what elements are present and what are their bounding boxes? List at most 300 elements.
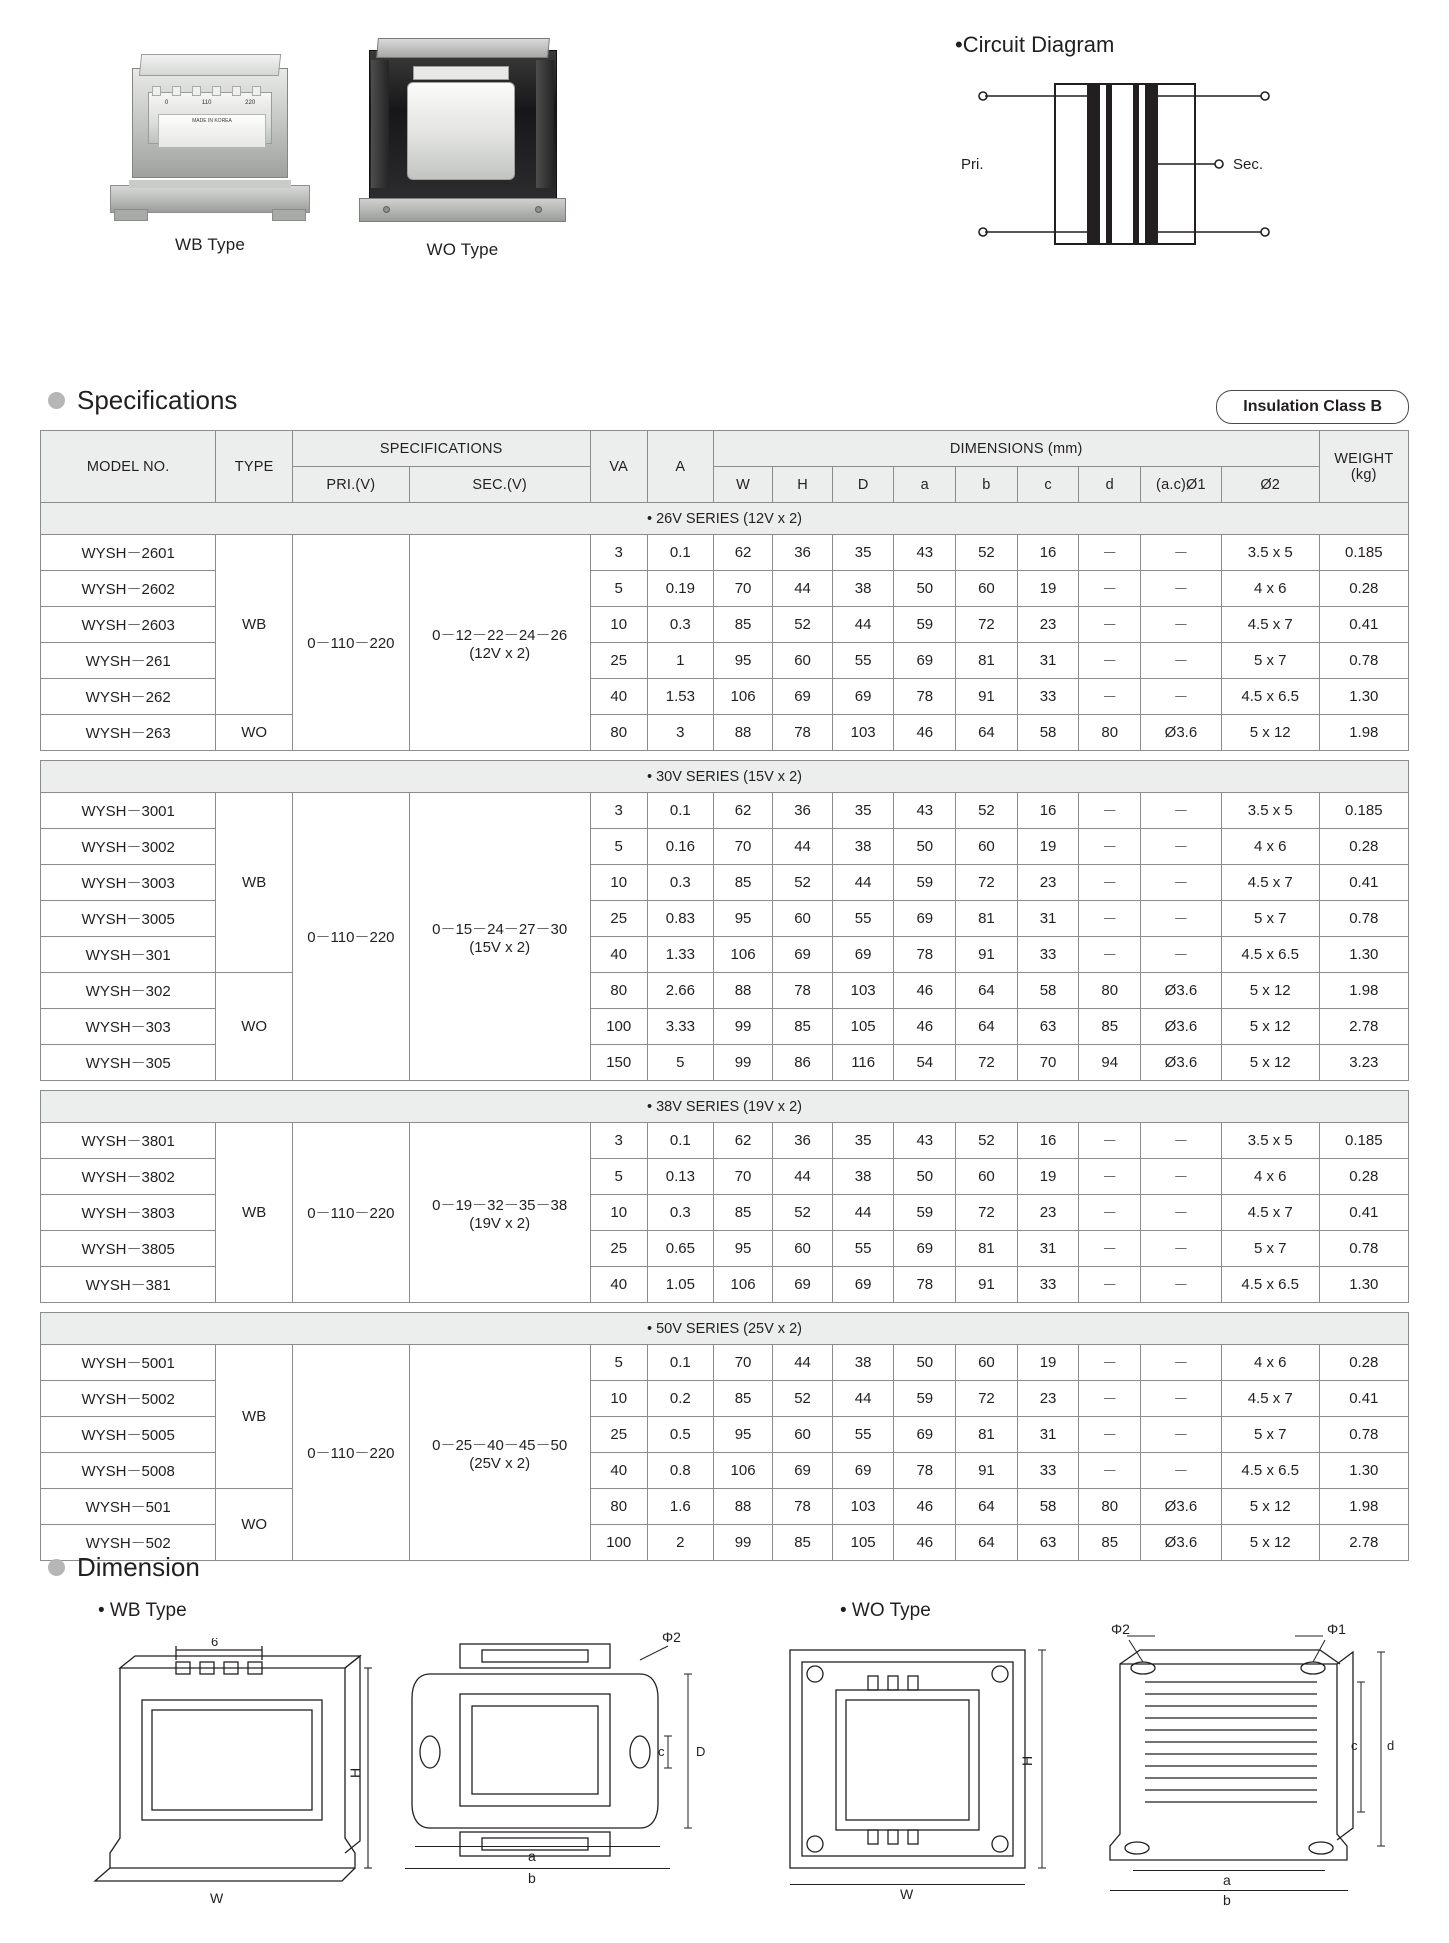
cell-d: 103: [832, 1489, 894, 1525]
cell-o2: 4 x 6: [1221, 829, 1319, 865]
cell-va: 10: [590, 1381, 647, 1417]
cell-h: 86: [773, 1045, 833, 1081]
cell-h: 44: [773, 571, 833, 607]
cell-va: 100: [590, 1009, 647, 1045]
cell-ac-o1: －: [1141, 607, 1222, 643]
cell-c-dim: 19: [1017, 571, 1079, 607]
cell-h: 60: [773, 1417, 833, 1453]
cell-w: 70: [713, 1345, 773, 1381]
cell-d-dim: －: [1079, 1195, 1141, 1231]
cell-type-wb: WB: [216, 1123, 293, 1303]
cell-sec: [409, 535, 590, 751]
cell-ac-o1: Ø3.6: [1141, 715, 1222, 751]
cell-o2: 3.5 x 5: [1221, 793, 1319, 829]
cell-ac-o1: －: [1141, 679, 1222, 715]
cell-w: 62: [713, 1123, 773, 1159]
cell-model-no: WYSH－261: [41, 643, 216, 679]
cell-d-dim: －: [1079, 937, 1141, 973]
table-row: [41, 1489, 1409, 1525]
dimension-heading: [48, 1552, 200, 1583]
cell-c-dim: 23: [1017, 1195, 1079, 1231]
cell-weight: 0.78: [1319, 643, 1408, 679]
dimension-heading-label: Dimension: [77, 1552, 200, 1582]
cell-o2: 3.5 x 5: [1221, 1123, 1319, 1159]
cell-a-dim: 59: [894, 607, 956, 643]
cell-w: 88: [713, 973, 773, 1009]
cell-a: 0.13: [647, 1159, 713, 1195]
th-c-col: c: [1017, 467, 1079, 503]
wb-tap-110: 110: [201, 100, 212, 106]
cell-o2: 4.5 x 7: [1221, 865, 1319, 901]
cell-d: 55: [832, 1417, 894, 1453]
th-type: TYPE: [216, 431, 293, 503]
cell-ac-o1: －: [1141, 1123, 1222, 1159]
cell-weight: 1.30: [1319, 679, 1408, 715]
cell-o2: 5 x 12: [1221, 1525, 1319, 1561]
cell-ac-o1: －: [1141, 1195, 1222, 1231]
specifications-table: [40, 430, 1409, 1561]
cell-a: 0.2: [647, 1381, 713, 1417]
cell-b-dim: 64: [956, 1525, 1018, 1561]
th-va: VA: [590, 431, 647, 503]
wo-dim-H-label: H: [1019, 1755, 1035, 1766]
table-head: [41, 431, 1409, 503]
photo-wo-type: [340, 30, 585, 260]
cell-model-no: WYSH－5002: [41, 1381, 216, 1417]
cell-c-dim: 63: [1017, 1009, 1079, 1045]
wo-dim-W-line: [790, 1884, 1025, 1885]
cell-d: 116: [832, 1045, 894, 1081]
cell-d-dim: 80: [1079, 1489, 1141, 1525]
cell-ac-o1: －: [1141, 1345, 1222, 1381]
cell-weight: 0.28: [1319, 1159, 1408, 1195]
cell-d: 35: [832, 793, 894, 829]
cell-w: 85: [713, 1381, 773, 1417]
cell-va: 3: [590, 793, 647, 829]
cell-a-dim: 46: [894, 715, 956, 751]
cell-h: 36: [773, 793, 833, 829]
cell-a-dim: 78: [894, 1453, 956, 1489]
cell-h: 69: [773, 937, 833, 973]
wb-dim-b-label: b: [528, 1870, 536, 1886]
cell-w: 99: [713, 1045, 773, 1081]
cell-a-dim: 78: [894, 679, 956, 715]
cell-w: 106: [713, 679, 773, 715]
cell-o2: 5 x 12: [1221, 1009, 1319, 1045]
cell-b-dim: 81: [956, 901, 1018, 937]
cell-a-dim: 69: [894, 643, 956, 679]
cell-d-dim: 94: [1079, 1045, 1141, 1081]
th-w: W: [713, 467, 773, 503]
wo-side-right: [536, 60, 554, 188]
cell-c-dim: 33: [1017, 1267, 1079, 1303]
cell-d: 38: [832, 829, 894, 865]
cell-b-dim: 81: [956, 1417, 1018, 1453]
cell-b-dim: 72: [956, 865, 1018, 901]
cell-h: 44: [773, 1159, 833, 1195]
cell-b-dim: 91: [956, 1267, 1018, 1303]
cell-sec: [409, 1345, 590, 1561]
cell-h: 52: [773, 607, 833, 643]
cell-w: 95: [713, 643, 773, 679]
cell-model-no: WYSH－2602: [41, 571, 216, 607]
cell-a-dim: 46: [894, 1489, 956, 1525]
wo-side-left: [371, 60, 389, 188]
cell-d-dim: －: [1079, 793, 1141, 829]
cell-weight: 0.185: [1319, 1123, 1408, 1159]
cell-a: 0.19: [647, 571, 713, 607]
cell-a-dim: 50: [894, 829, 956, 865]
cell-weight: 0.78: [1319, 901, 1408, 937]
cell-va: 3: [590, 535, 647, 571]
cell-d-dim: －: [1079, 535, 1141, 571]
wb-dim-6-label: 6: [211, 1638, 219, 1649]
cell-c-dim: 31: [1017, 643, 1079, 679]
cell-w: 99: [713, 1009, 773, 1045]
th-ac-o1: (a.c)Ø1: [1141, 467, 1222, 503]
cell-w: 70: [713, 1159, 773, 1195]
cell-ac-o1: －: [1141, 1417, 1222, 1453]
wb-tap-numbers: [148, 100, 272, 106]
cell-b-dim: 91: [956, 1453, 1018, 1489]
cell-d-dim: －: [1079, 1381, 1141, 1417]
cell-o2: 4.5 x 6.5: [1221, 937, 1319, 973]
series-row: [41, 1313, 1409, 1345]
cell-a: 1.33: [647, 937, 713, 973]
cell-w: 85: [713, 1195, 773, 1231]
group-spacer: [41, 1303, 1409, 1313]
cell-weight: 0.78: [1319, 1417, 1408, 1453]
cell-d-dim: －: [1079, 607, 1141, 643]
cell-weight: 1.30: [1319, 937, 1408, 973]
cell-c-dim: 70: [1017, 1045, 1079, 1081]
cell-a: 0.1: [647, 535, 713, 571]
cell-a: 0.3: [647, 1195, 713, 1231]
cell-a-dim: 59: [894, 865, 956, 901]
cell-c-dim: 58: [1017, 715, 1079, 751]
cell-sec-line1: 0－12－22－24－26: [432, 626, 568, 644]
cell-model-no: WYSH－3802: [41, 1159, 216, 1195]
cell-weight: 3.23: [1319, 1045, 1408, 1081]
cell-a-dim: 46: [894, 1009, 956, 1045]
photo-wo-caption: WO Type: [426, 240, 499, 259]
cell-model-no: WYSH－3005: [41, 901, 216, 937]
cell-d: 55: [832, 1231, 894, 1267]
cell-ac-o1: Ø3.6: [1141, 1045, 1222, 1081]
cell-o2: 3.5 x 5: [1221, 535, 1319, 571]
cell-o2: 4.5 x 6.5: [1221, 1453, 1319, 1489]
cell-va: 80: [590, 973, 647, 1009]
cell-a: 1: [647, 643, 713, 679]
cell-sec-line2: (12V x 2): [469, 644, 531, 662]
cell-h: 78: [773, 973, 833, 1009]
cell-b-dim: 72: [956, 607, 1018, 643]
dimension-drawings: [40, 1600, 1410, 1930]
cell-a: 0.8: [647, 1453, 713, 1489]
cell-a-dim: 50: [894, 1159, 956, 1195]
cell-va: 40: [590, 937, 647, 973]
cell-model-no: WYSH－2601: [41, 535, 216, 571]
cell-va: 25: [590, 1417, 647, 1453]
cell-d: 103: [832, 715, 894, 751]
cell-h: 44: [773, 1345, 833, 1381]
cell-h: 69: [773, 679, 833, 715]
series-label: • 50V SERIES (25V x 2): [41, 1313, 1409, 1345]
cell-a: 2.66: [647, 973, 713, 1009]
cell-d: 38: [832, 1345, 894, 1381]
cell-c-dim: 33: [1017, 937, 1079, 973]
wb-dim-D-label: D: [696, 1744, 706, 1759]
cell-weight: 2.78: [1319, 1009, 1408, 1045]
cell-va: 40: [590, 1453, 647, 1489]
cell-a: 0.83: [647, 901, 713, 937]
cell-va: 5: [590, 1159, 647, 1195]
cell-model-no: WYSH－263: [41, 715, 216, 751]
cell-b-dim: 81: [956, 1231, 1018, 1267]
cell-d: 69: [832, 679, 894, 715]
cell-weight: 1.98: [1319, 715, 1408, 751]
cell-sec-line1: 0－25－40－45－50: [432, 1436, 568, 1454]
cell-weight: 0.41: [1319, 607, 1408, 643]
cell-model-no: WYSH－305: [41, 1045, 216, 1081]
cell-b-dim: 72: [956, 1045, 1018, 1081]
wo-dim-c-label: c: [1351, 1738, 1358, 1753]
cell-h: 60: [773, 1231, 833, 1267]
cell-o2: 5 x 7: [1221, 1417, 1319, 1453]
cell-sec-line2: (25V x 2): [469, 1454, 531, 1472]
cell-weight: 0.185: [1319, 793, 1408, 829]
cell-model-no: WYSH－2603: [41, 607, 216, 643]
cell-h: 78: [773, 1489, 833, 1525]
cell-va: 5: [590, 1345, 647, 1381]
cell-a: 0.3: [647, 607, 713, 643]
cell-weight: 1.98: [1319, 1489, 1408, 1525]
cell-weight: 0.185: [1319, 535, 1408, 571]
cell-ac-o1: －: [1141, 1159, 1222, 1195]
cell-b-dim: 91: [956, 937, 1018, 973]
wb-tap-0: 0: [164, 100, 169, 106]
wb-nameplate: MADE IN KOREA: [158, 114, 266, 148]
cell-pri: 0－110－220: [292, 1123, 409, 1303]
cell-b-dim: 52: [956, 535, 1018, 571]
cell-a-dim: 50: [894, 1345, 956, 1381]
series-row: [41, 503, 1409, 535]
cell-va: 10: [590, 865, 647, 901]
th-weight-label: WEIGHT: [1334, 450, 1394, 467]
cell-c-dim: 33: [1017, 679, 1079, 715]
cell-o2: 5 x 12: [1221, 1489, 1319, 1525]
cell-d-dim: 80: [1079, 973, 1141, 1009]
cell-model-no: WYSH－381: [41, 1267, 216, 1303]
cell-a-dim: 43: [894, 1123, 956, 1159]
wo-dim-a-label: a: [1223, 1872, 1231, 1888]
cell-w: 62: [713, 793, 773, 829]
cell-sec: [409, 1123, 590, 1303]
cell-ac-o1: Ø3.6: [1141, 1009, 1222, 1045]
cell-model-no: WYSH－3801: [41, 1123, 216, 1159]
cell-a-dim: 78: [894, 937, 956, 973]
cell-c-dim: 16: [1017, 793, 1079, 829]
cell-model-no: WYSH－262: [41, 679, 216, 715]
cell-w: 106: [713, 1453, 773, 1489]
cell-sec-line2: (19V x 2): [469, 1214, 531, 1232]
cell-h: 60: [773, 901, 833, 937]
wb-foot-left: [114, 209, 148, 221]
cell-d: 55: [832, 643, 894, 679]
wo-terminal-strip: [413, 66, 509, 80]
wb-tap-220: 220: [245, 100, 256, 106]
cell-b-dim: 60: [956, 571, 1018, 607]
cell-weight: 0.78: [1319, 1231, 1408, 1267]
cell-w: 88: [713, 1489, 773, 1525]
cell-h: 36: [773, 1123, 833, 1159]
circuit-diagram-title: •Circuit Diagram: [955, 32, 1115, 57]
cell-h: 36: [773, 535, 833, 571]
cell-weight: 0.28: [1319, 1345, 1408, 1381]
cell-d: 35: [832, 1123, 894, 1159]
group-spacer-cell: [41, 751, 1409, 761]
cell-d: 44: [832, 865, 894, 901]
cell-va: 25: [590, 643, 647, 679]
cell-type-wo: WO: [216, 1489, 293, 1561]
cell-a: 0.16: [647, 829, 713, 865]
cell-ac-o1: －: [1141, 1453, 1222, 1489]
cell-w: 99: [713, 1525, 773, 1561]
cell-model-no: WYSH－5005: [41, 1417, 216, 1453]
th-a-col: a: [894, 467, 956, 503]
th-d: D: [832, 467, 894, 503]
table-body: [41, 503, 1409, 1561]
cell-d: 69: [832, 1267, 894, 1303]
cell-pri: 0－110－220: [292, 535, 409, 751]
cell-model-no: WYSH－303: [41, 1009, 216, 1045]
cell-a: 3: [647, 715, 713, 751]
cell-o2: 4.5 x 7: [1221, 607, 1319, 643]
cell-o2: 5 x 7: [1221, 1231, 1319, 1267]
wo-dim-b-line: [1110, 1890, 1348, 1891]
th-b-col: b: [956, 467, 1018, 503]
cell-sec: [409, 793, 590, 1081]
cell-d: 105: [832, 1009, 894, 1045]
cell-o2: 5 x 12: [1221, 1045, 1319, 1081]
series-label: • 38V SERIES (19V x 2): [41, 1091, 1409, 1123]
th-a: A: [647, 431, 713, 503]
cell-sec-line2: (15V x 2): [469, 938, 531, 956]
cell-h: 69: [773, 1453, 833, 1489]
cell-d-dim: －: [1079, 643, 1141, 679]
cell-weight: 1.98: [1319, 973, 1408, 1009]
cell-weight: 1.30: [1319, 1267, 1408, 1303]
cell-a-dim: 43: [894, 793, 956, 829]
th-specifications: SPECIFICATIONS: [292, 431, 590, 467]
cell-a: 0.1: [647, 1123, 713, 1159]
cell-weight: 2.78: [1319, 1525, 1408, 1561]
group-spacer-cell: [41, 1081, 1409, 1091]
cell-d-dim: －: [1079, 901, 1141, 937]
series-label: • 30V SERIES (15V x 2): [41, 761, 1409, 793]
cell-ac-o1: －: [1141, 643, 1222, 679]
cell-va: 40: [590, 679, 647, 715]
cell-c-dim: 31: [1017, 1417, 1079, 1453]
wb-dim-a-label: a: [528, 1848, 536, 1864]
wo-screw-left: [383, 206, 390, 213]
cell-a: 2: [647, 1525, 713, 1561]
cell-c-dim: 58: [1017, 1489, 1079, 1525]
cell-a: 1.6: [647, 1489, 713, 1525]
cell-model-no: WYSH－302: [41, 973, 216, 1009]
cell-b-dim: 91: [956, 679, 1018, 715]
cell-d-dim: －: [1079, 1231, 1141, 1267]
cell-w: 70: [713, 571, 773, 607]
cell-o2: 4 x 6: [1221, 1159, 1319, 1195]
cell-o2: 5 x 12: [1221, 973, 1319, 1009]
cell-d: 103: [832, 973, 894, 1009]
series-label: • 26V SERIES (12V x 2): [41, 503, 1409, 535]
cell-d: 69: [832, 937, 894, 973]
cell-c-dim: 23: [1017, 607, 1079, 643]
cell-ac-o1: －: [1141, 901, 1222, 937]
cell-va: 25: [590, 1231, 647, 1267]
cell-va: 100: [590, 1525, 647, 1561]
wb-top-cap: [139, 54, 281, 76]
wb-terminal-strip: [150, 86, 270, 96]
wo-front-view: [760, 1638, 1060, 1902]
cell-a: 3.33: [647, 1009, 713, 1045]
cell-a: 0.65: [647, 1231, 713, 1267]
cell-va: 80: [590, 715, 647, 751]
circuit-diagram-block: [955, 32, 1425, 312]
circuit-svg: [965, 74, 1385, 264]
cell-weight: 0.41: [1319, 1381, 1408, 1417]
cell-w: 106: [713, 937, 773, 973]
cell-d-dim: －: [1079, 1159, 1141, 1195]
table-row: [41, 1123, 1409, 1159]
table-row: [41, 1345, 1409, 1381]
product-photos: [0, 0, 760, 345]
cell-a-dim: 50: [894, 571, 956, 607]
series-row: [41, 761, 1409, 793]
cell-o2: 5 x 7: [1221, 901, 1319, 937]
cell-h: 85: [773, 1525, 833, 1561]
cell-h: 52: [773, 1195, 833, 1231]
wb-dim-b-line: [405, 1868, 670, 1869]
cell-w: 95: [713, 1417, 773, 1453]
cell-c-dim: 19: [1017, 1345, 1079, 1381]
cell-type-wb: WB: [216, 535, 293, 715]
cell-h: 78: [773, 715, 833, 751]
table-row: [41, 715, 1409, 751]
cell-va: 40: [590, 1267, 647, 1303]
cell-a-dim: 59: [894, 1195, 956, 1231]
bullet-dot-icon: [48, 392, 65, 409]
cell-a: 0.1: [647, 793, 713, 829]
cell-b-dim: 72: [956, 1195, 1018, 1231]
cell-d-dim: 80: [1079, 715, 1141, 751]
cell-ac-o1: －: [1141, 793, 1222, 829]
circuit-secondary-label: Sec.: [1233, 156, 1264, 173]
cell-o2: 4.5 x 6.5: [1221, 679, 1319, 715]
wo-dim-phi2-label: Φ2: [1111, 1622, 1130, 1637]
cell-ac-o1: －: [1141, 1267, 1222, 1303]
wb-foot-right: [272, 209, 306, 221]
cell-d: 44: [832, 1381, 894, 1417]
photo-wb-caption: WB Type: [174, 235, 246, 254]
cell-c-dim: 19: [1017, 1159, 1079, 1195]
cell-w: 106: [713, 1267, 773, 1303]
cell-b-dim: 64: [956, 715, 1018, 751]
wo-dim-phi1-label: Φ1: [1327, 1622, 1346, 1637]
cell-o2: 5 x 7: [1221, 643, 1319, 679]
